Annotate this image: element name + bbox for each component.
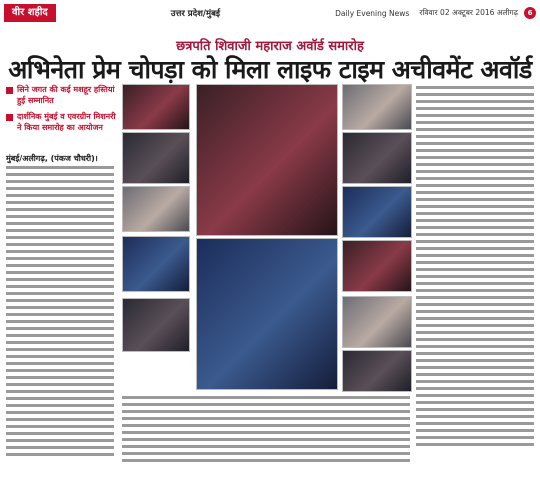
news-photo [122, 236, 190, 292]
news-photo [122, 298, 190, 352]
news-photo [342, 296, 412, 348]
news-photo [342, 240, 412, 292]
edition-label: उत्तर प्रदेश/मुंबई [170, 8, 221, 19]
news-photo [122, 84, 190, 130]
body-text-left [6, 166, 114, 460]
bullet-list [6, 84, 116, 138]
page-number: 6 [524, 7, 536, 19]
news-photo [122, 132, 190, 184]
award-photo [196, 238, 338, 390]
main-photo [196, 84, 338, 236]
masthead-bar [4, 4, 536, 22]
news-photo [122, 186, 190, 232]
body-text-right [416, 86, 534, 450]
bullet-marker-icon [6, 87, 13, 94]
kicker: छत्रपति शिवाजी महाराज अवॉर्ड समारोह [176, 39, 364, 54]
byline: मुंबई/अलीगढ़, (पंकज चौधरी)। [6, 154, 98, 163]
masthead-logo: वीर शहीद [4, 4, 56, 22]
daily-tag: Daily Evening News [335, 8, 410, 18]
bullet-item: दार्शनिक मुंबई व एवरग्रीन मिशनरी ने किया समारोह का आयोजन [6, 111, 116, 133]
bullet-item: सिने जगत की कई मशहूर हस्तियां हुई सम्मानित [6, 84, 116, 106]
news-photo [342, 350, 412, 392]
news-photo [342, 84, 412, 130]
headline: अभिनेता प्रेम चोपड़ा को मिला लाइफ टाइम अचीवमेंट अवॉर्ड [8, 55, 532, 84]
issue-date: रविवार 02 अक्टूबर 2016 अलीगढ़ [419, 8, 518, 17]
news-photo [342, 186, 412, 238]
bullet-marker-icon [6, 114, 13, 121]
body-text-bottom [122, 396, 410, 466]
news-photo [342, 132, 412, 184]
